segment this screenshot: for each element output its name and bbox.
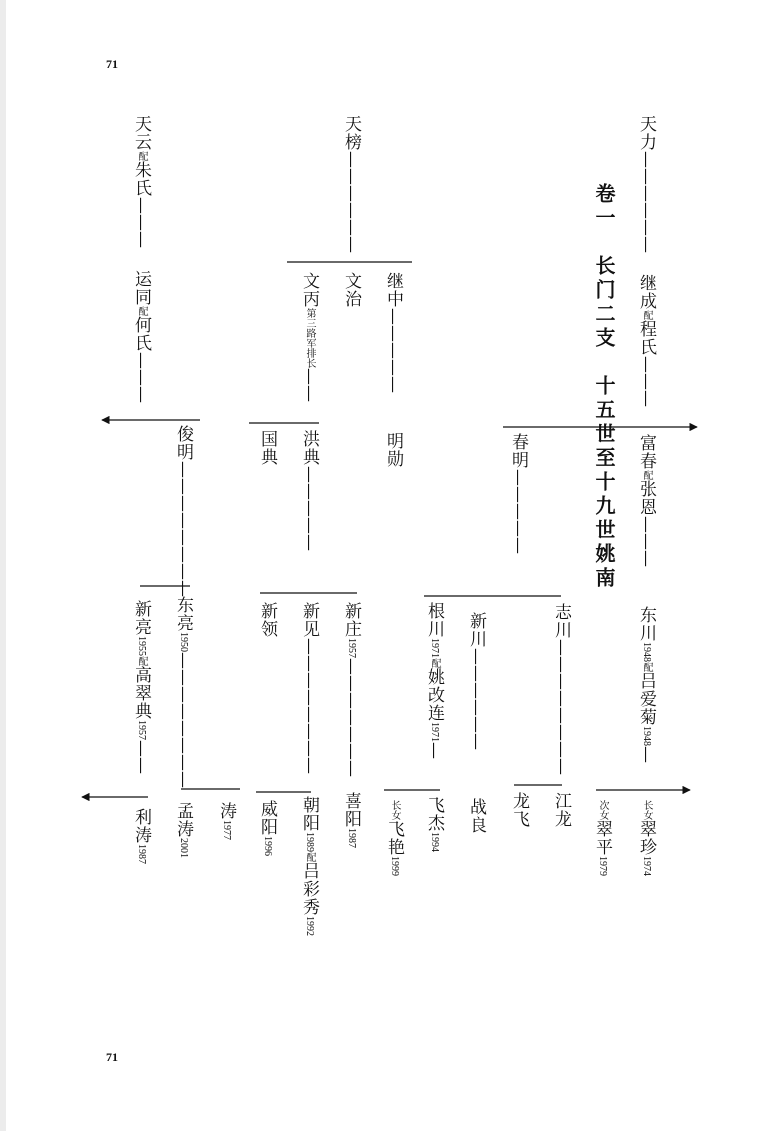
- birth-year: 1999: [389, 856, 400, 876]
- spouse-name: 姚改连: [424, 668, 444, 722]
- descent-line: —: [424, 742, 444, 759]
- spouse-name: 高翠典: [131, 666, 151, 720]
- descent-line: ———: [636, 516, 656, 567]
- person-name: 威阳: [257, 800, 277, 836]
- person-name: 洪典: [299, 430, 319, 466]
- person-name: 江龙: [551, 792, 571, 828]
- person-zhanliang: [466, 798, 486, 834]
- descent-line: ——————: [636, 151, 656, 253]
- birth-year: 1948: [641, 642, 652, 662]
- spouse-marker: 配: [136, 151, 147, 161]
- person-name: 东亮: [173, 596, 193, 632]
- person-name: 东川: [636, 606, 656, 642]
- spouse-marker: 配: [641, 662, 652, 672]
- person-name: 战良: [466, 798, 486, 834]
- person-name: 新见: [299, 602, 319, 638]
- person-feiyan: [384, 800, 404, 876]
- descent-line: ——————: [341, 151, 361, 253]
- descent-line: ————————: [551, 639, 571, 775]
- person-zhichuan: [551, 603, 571, 775]
- descent-line: ———: [636, 356, 656, 407]
- person-zhaoyang: [299, 796, 319, 936]
- spouse-name: 程氏: [636, 320, 656, 356]
- person-xinling: [257, 602, 277, 638]
- relation-label: 长女: [389, 800, 400, 820]
- descent-line: ——————: [466, 648, 486, 750]
- person-name: 孟涛: [173, 802, 193, 838]
- person-dongliang: [173, 596, 193, 788]
- person-litao: [131, 808, 151, 864]
- person-name: 天力: [636, 115, 656, 151]
- person-xinzhuang: [341, 602, 361, 777]
- person-wenbing: [299, 272, 319, 402]
- person-name: 明勋: [383, 432, 403, 468]
- person-jianglong: [551, 792, 571, 828]
- person-longfei: [509, 792, 529, 828]
- person-dongchuan: [636, 606, 656, 763]
- descent-line: ————————: [173, 461, 193, 597]
- birth-year: 1994: [429, 832, 440, 852]
- spouse-year: 1971: [429, 722, 440, 742]
- person-name: 继中: [383, 272, 403, 308]
- person-jicheng: [636, 274, 656, 407]
- descent-line: —————: [299, 466, 319, 551]
- person-xinliang: [131, 600, 151, 774]
- person-mengtao: [173, 802, 193, 858]
- person-feijie: [424, 796, 444, 852]
- person-tianyun: [131, 115, 151, 248]
- birth-year: 1974: [641, 856, 652, 876]
- person-name: 翠珍: [636, 820, 656, 856]
- birth-year: 1989: [304, 832, 315, 852]
- person-name: 龙飞: [509, 792, 529, 828]
- person-name: 春明: [508, 433, 528, 469]
- spouse-marker: 配: [429, 658, 440, 668]
- birth-year: 1996: [262, 836, 273, 856]
- relation-label: 次女: [597, 800, 608, 820]
- birth-year: 1950: [178, 632, 189, 652]
- person-cuiping: [592, 800, 612, 876]
- person-xinchuan: [466, 612, 486, 750]
- birth-year: 1957: [346, 638, 357, 658]
- person-name: 国典: [257, 430, 277, 466]
- descent-line: —————: [383, 308, 403, 393]
- person-name: 志川: [551, 603, 571, 639]
- spouse-year: 1948: [641, 726, 652, 746]
- person-chunming: [508, 433, 528, 554]
- spouse-year: 1957: [136, 720, 147, 740]
- birth-year: 1979: [597, 856, 608, 876]
- person-name: 运同: [131, 270, 151, 306]
- birth-year: 1971: [429, 638, 440, 658]
- person-jizhong: [383, 272, 403, 393]
- descent-line: ————————: [173, 652, 193, 788]
- birth-year: 1955: [136, 636, 147, 656]
- person-tao: [216, 802, 236, 840]
- spouse-year: 1992: [304, 916, 315, 936]
- person-name: 利涛: [131, 808, 151, 844]
- spouse-marker: 配: [136, 656, 147, 666]
- person-name: 朝阳: [299, 796, 319, 832]
- person-wenzhi: [341, 272, 361, 308]
- person-fuchun: [636, 434, 656, 567]
- person-tianbang: [341, 115, 361, 253]
- person-name: 新亮: [131, 600, 151, 636]
- person-name: 飞艳: [384, 820, 404, 856]
- person-name: 天榜: [341, 115, 361, 151]
- person-name: 富春: [636, 434, 656, 470]
- descent-line: ——: [299, 368, 319, 402]
- person-name: 继成: [636, 274, 656, 310]
- spouse-name: 朱氏: [131, 161, 151, 197]
- person-tianli: [636, 115, 656, 253]
- person-name: 俊明: [173, 425, 193, 461]
- person-guodian: [257, 430, 277, 466]
- person-genchuan: [424, 602, 444, 759]
- spouse-marker: 配: [136, 306, 147, 316]
- relation-label: 长女: [641, 800, 652, 820]
- person-name: 根川: [424, 602, 444, 638]
- birth-year: 1977: [221, 820, 232, 840]
- person-cuizhen: [636, 800, 656, 876]
- spouse-marker: 配: [641, 470, 652, 480]
- person-weiyang: [257, 800, 277, 856]
- descent-line: ———————: [341, 658, 361, 777]
- spouse-name: 何氏: [131, 316, 151, 352]
- spouse-name: 张恩: [636, 480, 656, 516]
- person-name: 新庄: [341, 602, 361, 638]
- person-name: 天云: [131, 115, 151, 151]
- person-name: 涛: [216, 802, 236, 820]
- spouse-name: 吕爱菊: [636, 672, 656, 726]
- descent-line: ——: [131, 740, 151, 774]
- spouse-name: 吕彩秀: [299, 862, 319, 916]
- person-name: 喜阳: [341, 792, 361, 828]
- page-title: 卷一 长门二支 十五世至十九世姚南: [592, 183, 616, 591]
- descent-line: —: [636, 746, 656, 763]
- person-name: 翠平: [592, 820, 612, 856]
- person-xiyang: [341, 792, 361, 848]
- descent-line: ————————: [299, 638, 319, 774]
- birth-year: 1987: [136, 844, 147, 864]
- person-mingxun: [383, 432, 403, 468]
- descent-line: ———: [131, 197, 151, 248]
- page-number-top: 71: [106, 57, 118, 71]
- person-name: 新领: [257, 602, 277, 638]
- person-name: 文治: [341, 272, 361, 308]
- descent-line: ———: [131, 352, 151, 403]
- person-name: 新川: [466, 612, 486, 648]
- person-xinjian: [299, 602, 319, 774]
- person-junming: [173, 425, 193, 597]
- person-hongdian: [299, 430, 319, 551]
- person-yuntong: [131, 270, 151, 403]
- page-number-bottom: 71: [106, 1050, 118, 1064]
- descent-line: —————: [508, 469, 528, 554]
- spouse-marker: 配: [641, 310, 652, 320]
- person-name: 飞杰: [424, 796, 444, 832]
- person-name: 文丙: [299, 272, 319, 308]
- birth-year: 2001: [178, 838, 189, 858]
- spouse-marker: 配: [304, 852, 315, 862]
- note-text: 第三路军排长: [304, 308, 315, 368]
- birth-year: 1987: [346, 828, 357, 848]
